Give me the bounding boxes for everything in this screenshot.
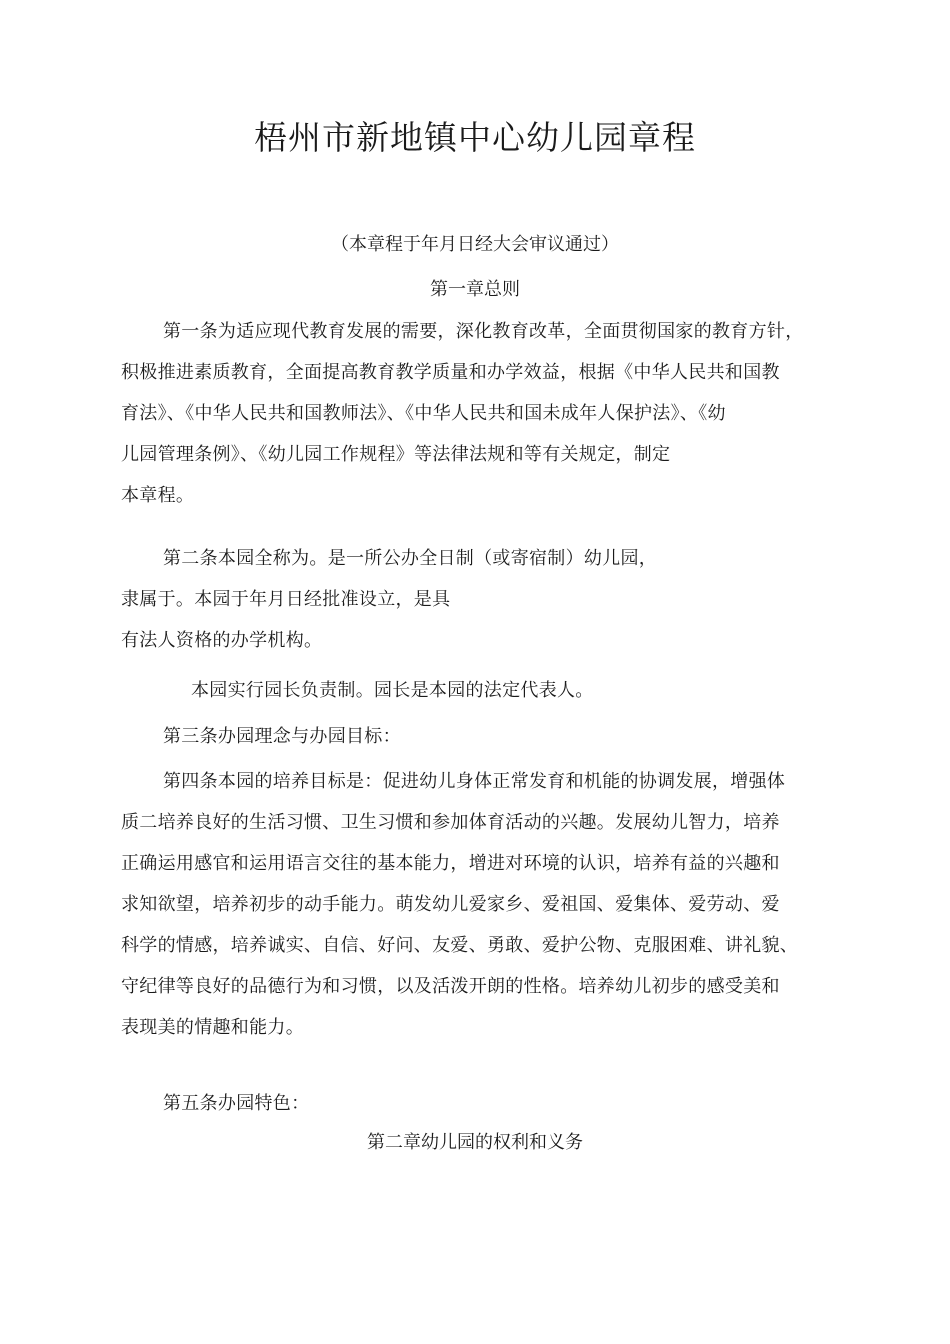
article-2-line: 有法人资格的办学机构。 [121, 630, 323, 651]
article-2-paragraph [121, 538, 841, 661]
article-4-paragraph [121, 761, 841, 1048]
article-2-note-text: 本园实行园长负责制。园长是本园的法定代表人。 [191, 680, 594, 701]
article-4-line: 质二培养良好的生活习惯、卫生习惯和参加体育活动的兴趣。发展幼儿智力，培养 [121, 812, 780, 833]
document-title: 梧州市新地镇中心幼儿园章程 [254, 118, 696, 157]
article-1-line: 积极推进素质教育，全面提高教育教学质量和办学效益，根据《中华人民共和国教 [121, 362, 780, 383]
article-1-line: 育法》、《中华人民共和国教师法》、《中华人民共和国未成年人保护法》、《幼 [121, 403, 726, 424]
article-3-paragraph [121, 716, 841, 757]
article-4-line: 表现美的情趣和能力。 [121, 1017, 304, 1038]
article-1-line: 儿园管理条例》、《幼儿园工作规程》等法律法规和等有关规定，制定 [121, 444, 671, 465]
article-4-line: 正确运用感官和运用语言交往的基本能力，增进对环境的认识，培养有益的兴趣和 [121, 853, 780, 874]
article-5-paragraph [121, 1083, 841, 1124]
approval-note: （本章程于年月日经大会审议通过） [331, 234, 619, 255]
article-1-paragraph [121, 311, 841, 516]
article-1-line: 本章程。 [121, 485, 195, 506]
article-2-line: 第二条本园全称为。是一所公办全日制（或寄宿制）幼儿园， [163, 548, 658, 569]
chapter-1-heading: 第一章总则 [430, 279, 520, 300]
article-4-line: 守纪律等良好的品德行为和习惯，以及活泼开朗的性格。培养幼儿初步的感受美和 [121, 976, 780, 997]
article-3-text: 第三条办园理念与办园目标： [163, 726, 401, 747]
article-2-note [121, 670, 841, 711]
article-1-line: 第一条为适应现代教育发展的需要，深化教育改革，全面贯彻国家的教育方针， [163, 321, 804, 342]
chapter-2-heading: 第二章幼儿园的权利和义务 [367, 1132, 583, 1153]
article-2-line: 隶属于。本园于年月日经批准设立，是具 [121, 589, 451, 610]
article-4-line: 科学的情感，培养诚实、自信、好问、友爱、勇敢、爱护公物、克服困难、讲礼貌、 [121, 935, 799, 956]
article-4-line: 求知欲望，培养初步的动手能力。萌发幼儿爱家乡、爱祖国、爱集体、爱劳动、爱 [121, 894, 780, 915]
article-4-line: 第四条本园的培养目标是：促进幼儿身体正常发育和机能的协调发展，增强体 [163, 771, 786, 792]
article-5-text: 第五条办园特色： [163, 1093, 310, 1114]
